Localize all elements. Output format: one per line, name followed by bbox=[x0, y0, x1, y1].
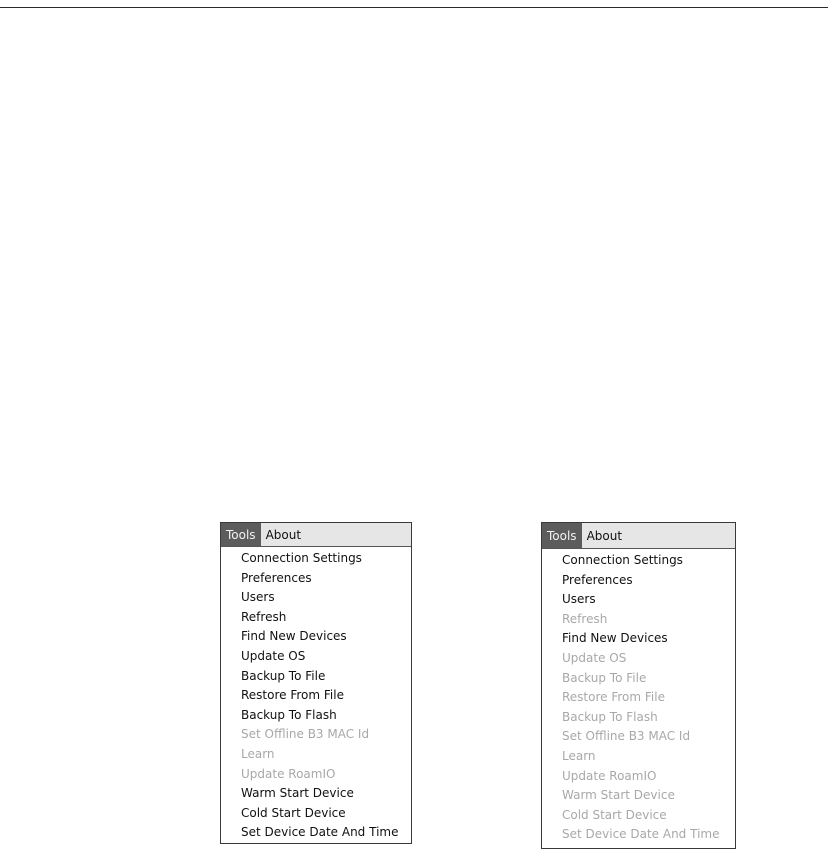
menu-item-refresh[interactable]: Refresh bbox=[241, 609, 287, 624]
menubar-about[interactable]: About bbox=[265, 527, 302, 542]
menu-item-update-os: Update OS bbox=[562, 650, 627, 665]
menu-item-backup-to-flash[interactable]: Backup To Flash bbox=[241, 707, 337, 722]
menu-item-connection-settings[interactable]: Connection Settings bbox=[241, 551, 362, 565]
menu-item-update-roamio: Update RoamIO bbox=[241, 766, 336, 781]
menu-item-list bbox=[542, 549, 735, 845]
menu-item-update-os[interactable]: Update OS bbox=[241, 648, 306, 663]
menu-item-users[interactable]: Users bbox=[562, 592, 596, 607]
menu-item-cold-start-device: Cold Start Device bbox=[562, 807, 667, 822]
menu-item-set-device-date-and-time[interactable]: Set Device Date And Time bbox=[241, 825, 399, 840]
menu-item-backup-to-file: Backup To File bbox=[562, 670, 647, 685]
menu-item-refresh: Refresh bbox=[562, 611, 608, 626]
menubar bbox=[542, 523, 735, 549]
tools-menu-connected bbox=[220, 522, 412, 844]
tools-menu-disconnected bbox=[541, 522, 736, 849]
menu-item-preferences[interactable]: Preferences bbox=[241, 570, 312, 585]
menu-item-cold-start-device[interactable]: Cold Start Device bbox=[241, 805, 346, 820]
menu-item-warm-start-device[interactable]: Warm Start Device bbox=[241, 786, 354, 801]
menu-item-connection-settings[interactable]: Connection Settings bbox=[562, 553, 683, 567]
menubar-about[interactable]: About bbox=[586, 528, 623, 543]
menu-item-find-new-devices[interactable]: Find New Devices bbox=[562, 631, 668, 646]
menu-item-set-device-date-and-time: Set Device Date And Time bbox=[562, 827, 720, 842]
menu-item-learn: Learn bbox=[241, 746, 275, 761]
menu-item-users[interactable]: Users bbox=[241, 590, 275, 605]
menu-item-restore-from-file[interactable]: Restore From File bbox=[241, 688, 344, 703]
menu-item-backup-to-file[interactable]: Backup To File bbox=[241, 668, 326, 683]
menu-item-backup-to-flash: Backup To Flash bbox=[562, 709, 658, 724]
menubar bbox=[221, 523, 411, 547]
menu-item-find-new-devices[interactable]: Find New Devices bbox=[241, 629, 347, 644]
menubar-tools[interactable]: Tools bbox=[542, 523, 582, 548]
menu-item-update-roamio: Update RoamIO bbox=[562, 768, 657, 783]
menu-item-set-offline-b3-mac-id: Set Offline B3 MAC Id bbox=[562, 729, 691, 744]
menu-item-list bbox=[221, 547, 411, 843]
menu-item-warm-start-device: Warm Start Device bbox=[562, 788, 675, 803]
menubar-tools[interactable]: Tools bbox=[221, 523, 261, 546]
page-top-rule bbox=[0, 7, 828, 8]
menu-item-set-offline-b3-mac-id: Set Offline B3 MAC Id bbox=[241, 727, 370, 742]
menu-item-restore-from-file: Restore From File bbox=[562, 690, 665, 705]
menu-item-learn: Learn bbox=[562, 748, 596, 763]
menu-item-preferences[interactable]: Preferences bbox=[562, 572, 633, 587]
